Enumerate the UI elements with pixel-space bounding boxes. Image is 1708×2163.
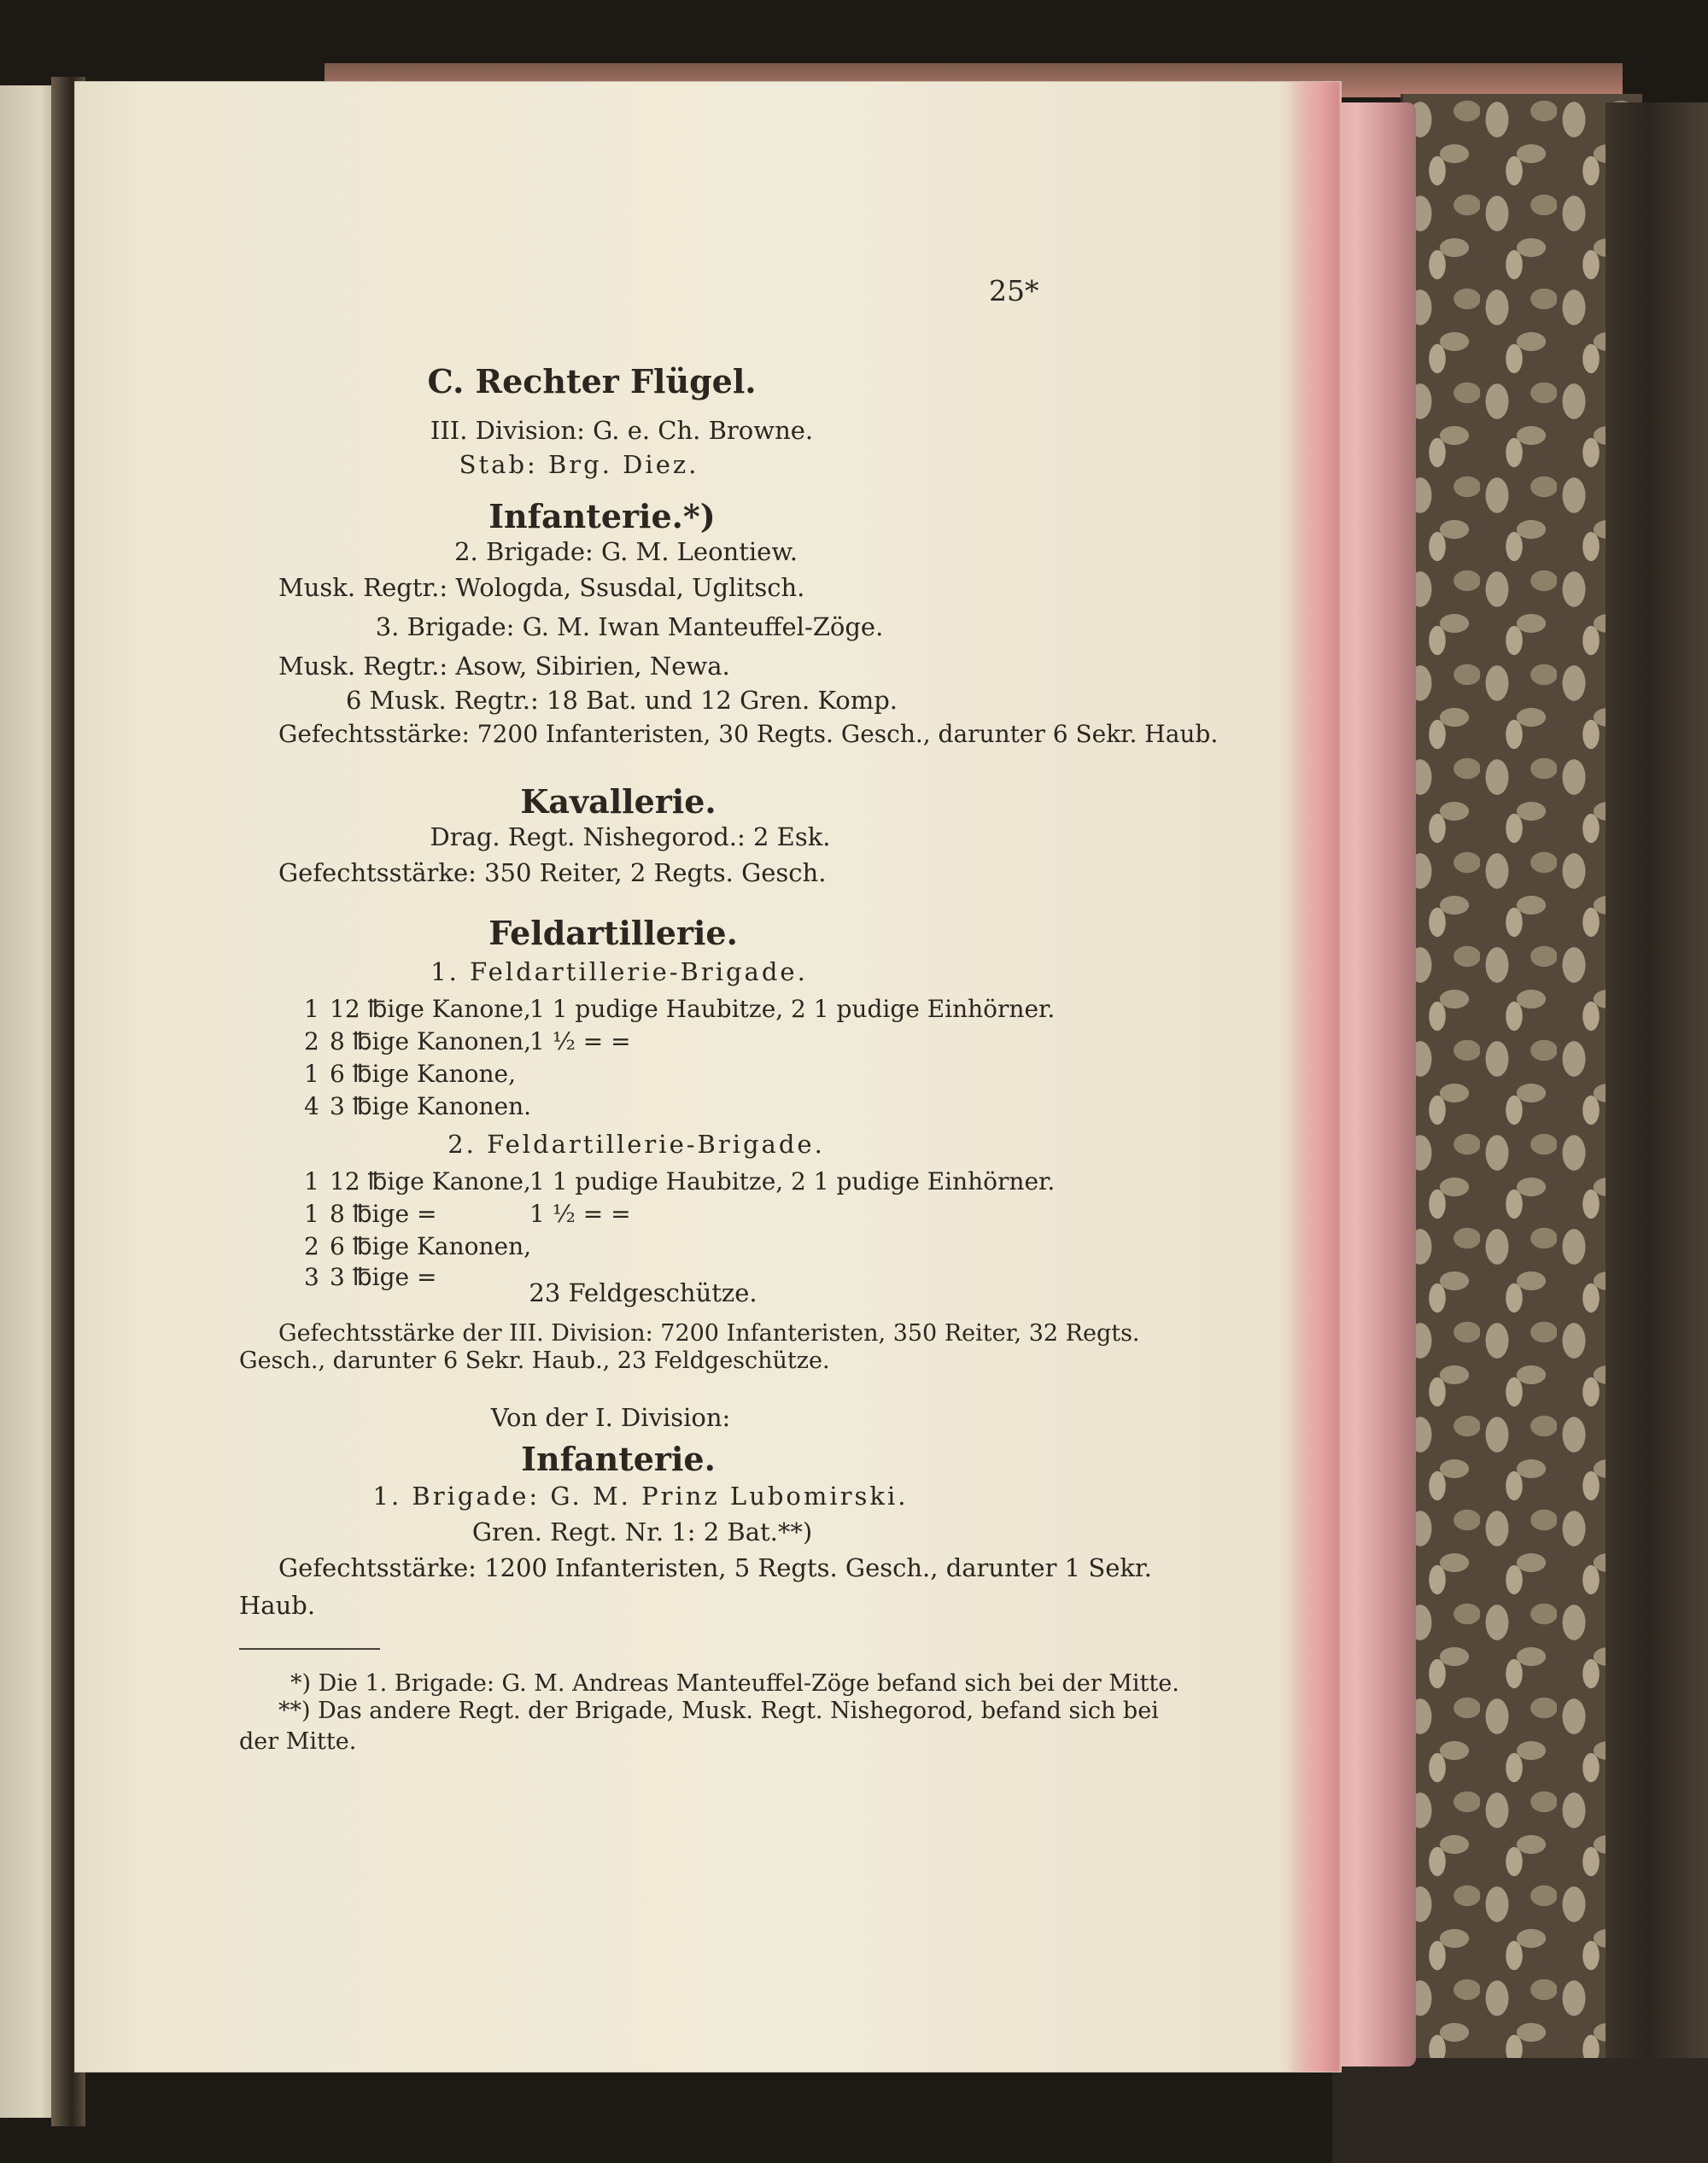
section-heading: C. Rechter Flügel.: [427, 362, 757, 400]
infanterie2-heading: Infanterie.: [521, 1440, 716, 1478]
gren-regt-line: Gren. Regt. Nr. 1: 2 Bat.**): [471, 1517, 813, 1546]
division-line: III. Division: G. e. Ch. Browne.: [430, 416, 814, 445]
gefechtsstaerke-infanterie: Gefechtsstärke: 7200 Infanteristen, 30 Regts. Gesch., darunter 6 Sekr. Haub.: [278, 720, 1219, 748]
von-der-division: Von der I. Division:: [490, 1403, 731, 1432]
footnote-rule: [239, 1648, 380, 1650]
brigade2-row-count: 1: [304, 1200, 319, 1228]
brigade1-title: 1. Feldartillerie-Brigade.: [430, 957, 808, 986]
brigade2-row-count: 1: [304, 1167, 319, 1195]
brigade1-row-gun: 3 ℔ige Kanonen.: [330, 1092, 532, 1120]
kavallerie-heading: Kavallerie.: [520, 782, 717, 821]
summary-line-2: Gesch., darunter 6 Sekr. Haub., 23 Feldgeschütze.: [239, 1347, 830, 1374]
feldgeschuetze-total: 23 Feldgeschütze.: [529, 1278, 757, 1307]
musk-regtr-total: 6 Musk. Regtr.: 18 Bat. und 12 Gren. Komp.: [345, 686, 898, 715]
brigade2-row-extra: 1 ½ = =: [529, 1200, 631, 1228]
stab-line: Stab: Brg. Diez.: [459, 450, 699, 479]
cover-spine: [1606, 102, 1708, 2067]
feldartillerie-heading: Feldartillerie.: [488, 914, 738, 952]
gefechtsstaerke-2-line-2: Haub.: [239, 1591, 316, 1620]
brigade1-row-count: 2: [304, 1027, 319, 1055]
brigade2-row-extra: 1 1 pudige Haubitze, 2 1 pudige Einhörner.: [529, 1167, 1056, 1195]
brigade2-row-gun: 8 ℔ige =: [330, 1200, 437, 1228]
musk-regtr-line-1: Musk. Regtr.: Wologda, Ssusdal, Uglitsch.: [278, 573, 805, 602]
brigade2-row-gun: 6 ℔ige Kanonen,: [330, 1232, 532, 1260]
brigade1-row-gun: 12 ℔ige Kanone,: [330, 995, 531, 1023]
brigade1-row-gun: 8 ℔ige Kanonen,: [330, 1027, 532, 1055]
footnote-2-line-2: der Mitte.: [239, 1728, 357, 1755]
brigade1-row-extra: 1 1 pudige Haubitze, 2 1 pudige Einhörner.: [529, 995, 1056, 1023]
brigade-prinz-line: 1. Brigade: G. M. Prinz Lubomirski.: [372, 1482, 909, 1511]
brigade1-row-gun: 6 ℔ige Kanone,: [330, 1060, 516, 1088]
brigade2-row-count: 2: [304, 1232, 319, 1260]
gefechtsstaerke-2-line-1: Gefechtsstärke: 1200 Infanteristen, 5 Regts. Gesch., darunter 1 Sekr.: [278, 1553, 1152, 1582]
brigade2-title: 2. Feldartillerie-Brigade.: [447, 1130, 825, 1159]
red-page-edge: [1288, 82, 1339, 2072]
brigade2-row-gun: 12 ℔ige Kanone,: [330, 1167, 531, 1195]
brigade1-row-count: 1: [304, 995, 319, 1023]
gefechtsstaerke-kavallerie: Gefechtsstärke: 350 Reiter, 2 Regts. Gesch.: [278, 858, 827, 887]
page-number: 25*: [989, 274, 1039, 307]
brigade-3-line: 3. Brigade: G. M. Iwan Manteuffel-Zöge.: [375, 612, 884, 641]
infanterie-heading: Infanterie.*): [488, 497, 716, 535]
footnote-1: *) Die 1. Brigade: G. M. Andreas Manteuffel-Zöge befand sich bei der Mitte.: [290, 1670, 1179, 1697]
cover-bottom: [1332, 2058, 1708, 2163]
summary-line-1: Gefechtsstärke der III. Division: 7200 Infanteristen, 350 Reiter, 32 Regts.: [278, 1320, 1140, 1347]
drag-regt-line: Drag. Regt. Nishegorod.: 2 Esk.: [430, 822, 831, 851]
brigade-2-line: 2. Brigade: G. M. Leontiew.: [454, 537, 798, 566]
brigade2-row-count: 3: [304, 1263, 319, 1291]
brigade1-row-count: 1: [304, 1060, 319, 1088]
brigade1-row-extra: 1 ½ = =: [529, 1027, 631, 1055]
brigade1-row-count: 4: [304, 1092, 319, 1120]
brigade2-row-gun: 3 ℔ige =: [330, 1263, 437, 1291]
musk-regtr-line-2: Musk. Regtr.: Asow, Sibirien, Newa.: [278, 652, 730, 681]
footnote-2-line-1: **) Das andere Regt. der Brigade, Musk. Regt. Nishegorod, befand sich bei: [278, 1698, 1159, 1724]
left-page-edge: [0, 85, 58, 2118]
